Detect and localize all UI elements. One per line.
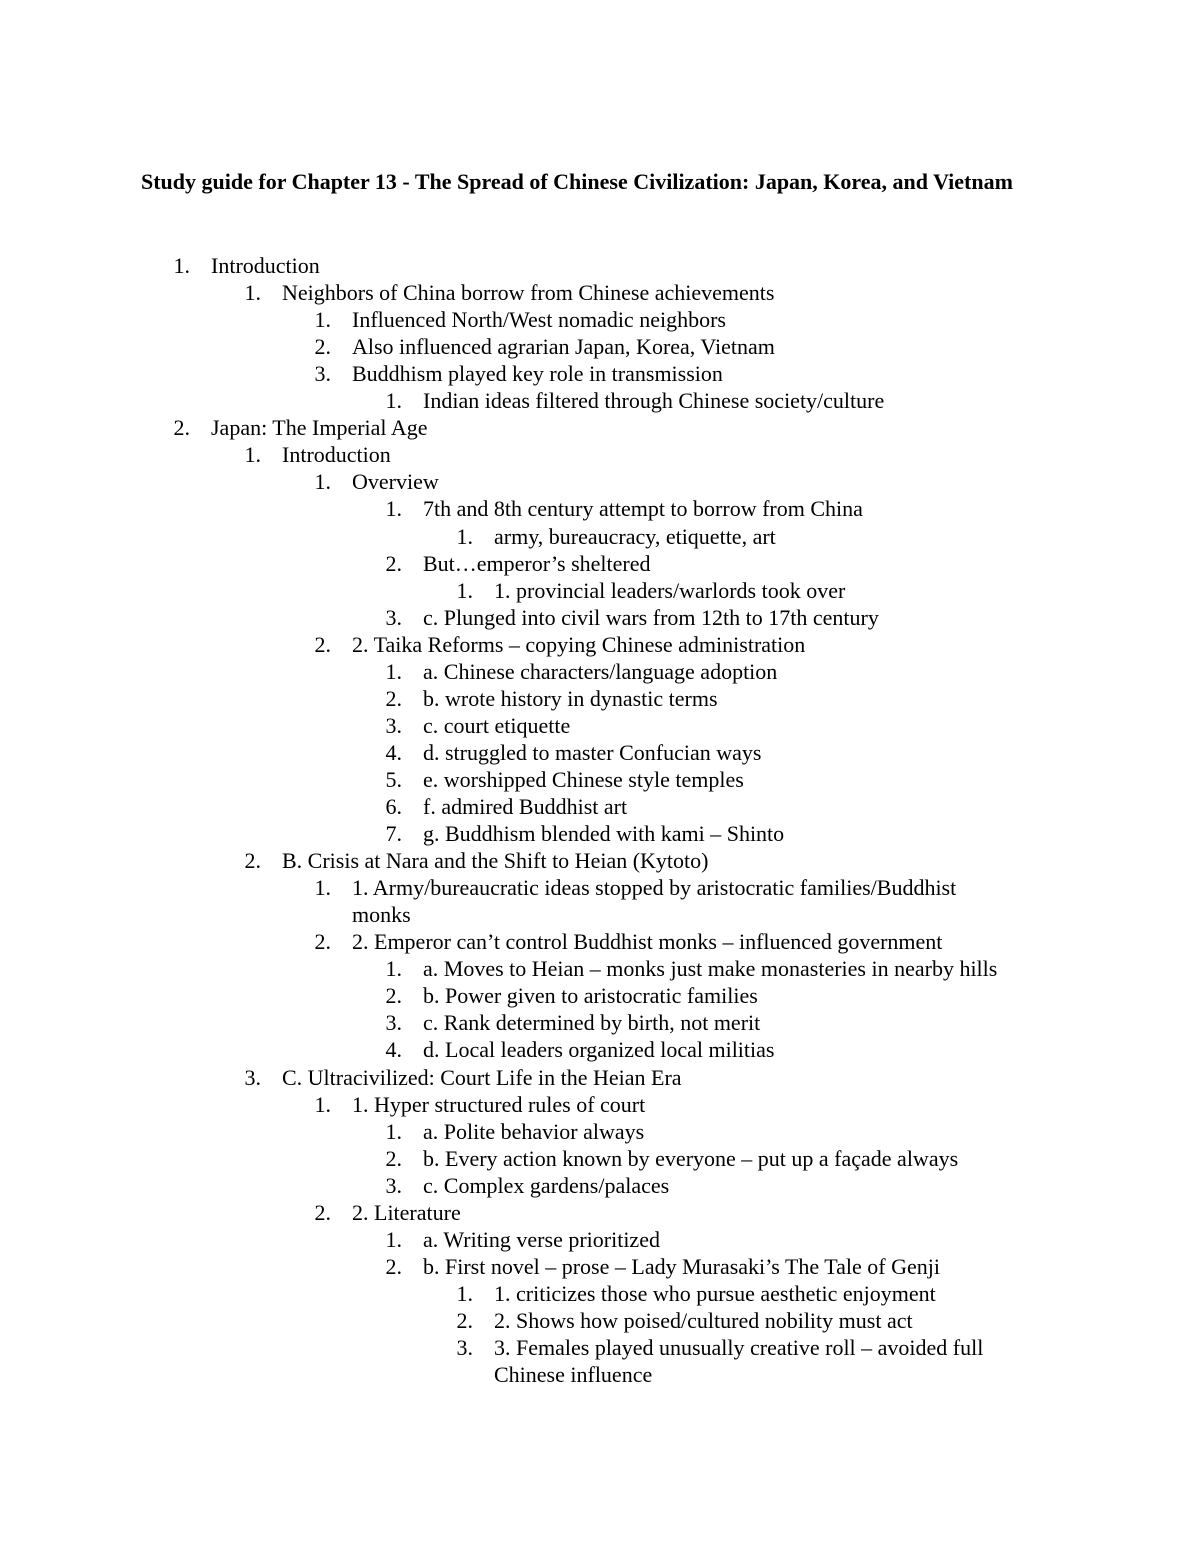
list-item-text: Japan: The Imperial Age (211, 415, 428, 441)
list-item-text: a. Polite behavior always (423, 1118, 645, 1144)
list-item-number: 2. (314, 929, 331, 955)
list-item-text: Overview (352, 469, 439, 495)
list-item-number: 1. (385, 956, 402, 982)
list-item-number: 1. (385, 1118, 402, 1144)
list-item-text: Introduction (211, 253, 320, 278)
list-item-number: 3. (314, 361, 331, 387)
list-item-text: But…emperor’s sheltered (423, 550, 651, 576)
list-item-number: 1. (456, 577, 473, 603)
list-item-number: 1. (314, 469, 331, 495)
list-item-text: b. Power given to aristocratic families (423, 983, 758, 1009)
list-item-number: 2. (244, 848, 261, 874)
list-item-text: B. Crisis at Nara and the Shift to Heian (Kytoto) (282, 848, 709, 874)
list-item-number: 3. (244, 1064, 261, 1090)
list-item-number: 2. (314, 334, 331, 360)
list-item-text: 2. Shows how poised/cultured nobility must act (494, 1307, 913, 1333)
list-item-text: c. Rank determined by birth, not merit (423, 1010, 761, 1036)
list-item-text: d. struggled to master Confucian ways (423, 739, 762, 765)
list-item-number: 5. (385, 766, 402, 792)
list-item-number: 1. (456, 1280, 473, 1306)
list-item-text: a. Chinese characters/language adoption (423, 658, 778, 684)
list-item-number: 4. (385, 1037, 402, 1063)
list-item-text: 2. Emperor can’t control Buddhist monks – influenced government (352, 929, 943, 955)
list-item-number: 2. (314, 1199, 331, 1225)
list-item-number: 7. (385, 821, 402, 847)
list-item-text: e. worshipped Chinese style temples (423, 766, 744, 792)
page-title: Study guide for Chapter 13 - The Spread of Chinese Civilization: Japan, Korea, and Vietnam (141, 169, 1013, 194)
list-item-text: 1. Army/bureaucratic ideas stopped by aristocratic families/Buddhist (352, 875, 957, 901)
list-item-number: 1. (314, 1091, 331, 1117)
list-item-text: Introduction (282, 442, 391, 468)
list-item-text: C. Ultracivilized: Court Life in the Heian Era (282, 1064, 682, 1090)
list-item-text: monks (352, 902, 411, 928)
list-item-number: 2. (385, 983, 402, 1009)
list-item-text: c. Complex gardens/palaces (423, 1172, 670, 1198)
list-item-text: f. admired Buddhist art (423, 794, 628, 819)
list-item-text: g. Buddhism blended with kami – Shinto (423, 821, 785, 847)
list-item-number: 2. (173, 415, 190, 441)
list-item-number: 1. (385, 388, 402, 414)
list-item-number: 1. (173, 253, 190, 278)
list-item-number: 1. (314, 307, 331, 333)
list-item-text: a. Moves to Heian – monks just make monasteries in nearby hills (423, 956, 998, 982)
list-item-number: 3. (456, 1335, 473, 1360)
list-item-text: 1. Hyper structured rules of court (352, 1091, 646, 1117)
list-item-number: 3. (385, 604, 402, 630)
list-item-text: d. Local leaders organized local militias (423, 1037, 775, 1063)
list-item-number: 3. (385, 1172, 402, 1198)
list-item-number: 1. (385, 658, 402, 684)
list-item-number: 2. (385, 1253, 402, 1279)
list-item-number: 1. (314, 875, 331, 901)
list-item-text: 1. provincial leaders/warlords took over (494, 577, 846, 603)
list-item-text: 1. criticizes those who pursue aesthetic enjoyment (494, 1280, 936, 1306)
list-item-text: Buddhism played key role in transmission (352, 361, 723, 387)
list-item-number: 2. (456, 1307, 473, 1333)
list-item-number: 1. (244, 280, 261, 306)
list-item-text: army, bureaucracy, etiquette, art (494, 523, 776, 549)
list-item-text: 3. Females played unusually creative roll – avoided full (494, 1335, 984, 1360)
list-item-text: a. Writing verse prioritized (423, 1226, 660, 1252)
list-item-text: Also influenced agrarian Japan, Korea, Vietnam (352, 334, 775, 360)
list-item-text: b. Every action known by everyone – put up a façade always (423, 1145, 959, 1171)
list-item-number: 2. (385, 685, 402, 711)
list-item-text: Chinese influence (494, 1362, 653, 1388)
list-item-text: c. court etiquette (423, 712, 571, 738)
list-item-text: Indian ideas filtered through Chinese society/culture (423, 388, 885, 414)
list-item-number: 6. (385, 794, 402, 819)
list-item-text: b. First novel – prose – Lady Murasaki’s The Tale of Genji (423, 1253, 940, 1279)
list-item-text: Neighbors of China borrow from Chinese achievements (282, 280, 775, 306)
list-item-text: Influenced North/West nomadic neighbors (352, 307, 726, 333)
list-item-text: b. wrote history in dynastic terms (423, 685, 718, 711)
list-item-text: 2. Literature (352, 1199, 461, 1225)
list-item-text: c. Plunged into civil wars from 12th to 17th century (423, 604, 879, 630)
list-item-number: 1. (244, 442, 261, 468)
list-item-text: 7th and 8th century attempt to borrow from China (423, 496, 863, 522)
list-item-number: 3. (385, 712, 402, 738)
list-item-number: 1. (385, 496, 402, 522)
list-item-number: 3. (385, 1010, 402, 1036)
list-item-number: 2. (385, 550, 402, 576)
list-item-number: 1. (385, 1226, 402, 1252)
list-item-number: 4. (385, 739, 402, 765)
list-item-text: 2. Taika Reforms – copying Chinese administration (352, 631, 806, 657)
list-item-number: 2. (385, 1145, 402, 1171)
list-item-number: 2. (314, 631, 331, 657)
list-item-number: 1. (456, 523, 473, 549)
